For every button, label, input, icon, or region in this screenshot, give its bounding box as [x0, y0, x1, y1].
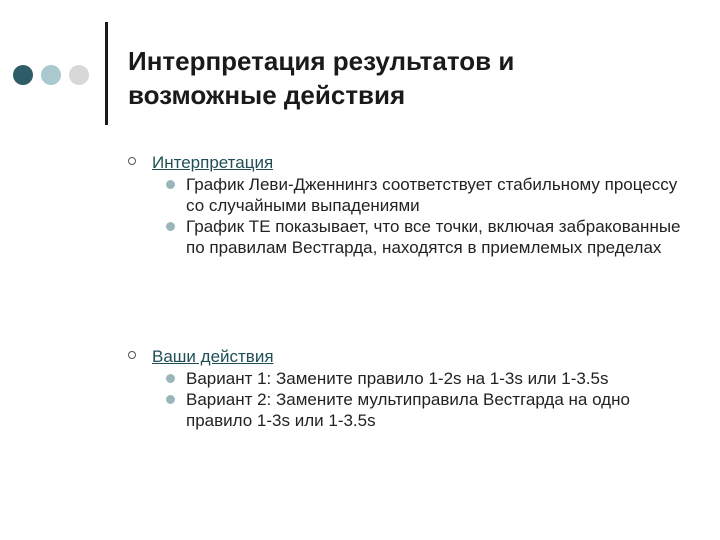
section-heading — [128, 346, 688, 368]
list-item — [128, 368, 688, 389]
bullet-list — [128, 174, 688, 258]
dot-gray — [69, 65, 89, 85]
slide-title-line-1: Интерпретация результатов и — [128, 46, 515, 76]
list-item-text: Вариант 1: Замените правило 1-2s на 1-3s или 1-3.5s — [186, 369, 609, 388]
dot-bullet-icon — [166, 222, 175, 231]
dot-bullet-icon — [166, 180, 175, 189]
list-item-text: График ТЕ показывает, что все точки, включая забракованные по правилам Вестгарда, находятся в приемлемых пределах — [186, 217, 681, 257]
section-interpretation — [128, 152, 688, 258]
slide-title-line-2: возможные действия — [128, 80, 406, 110]
section-link-actions[interactable]: Ваши действия — [152, 347, 274, 366]
title-divider — [105, 22, 108, 125]
section-actions — [128, 346, 688, 431]
dot-bullet-icon — [166, 374, 175, 383]
section-heading — [128, 152, 688, 174]
decorative-dots — [13, 65, 93, 85]
dot-bullet-icon — [166, 395, 175, 404]
ring-bullet-icon — [128, 351, 136, 359]
bullet-list — [128, 368, 688, 431]
list-item — [128, 216, 688, 258]
ring-bullet-icon — [128, 157, 136, 165]
dot-light-blue — [41, 65, 61, 85]
list-item-text: График Леви-Дженнингз соответствует стабильному процессу со случайными выпадениями — [186, 175, 678, 215]
list-item-text: Вариант 2: Замените мультиправила Вестгарда на одно правило 1-3s или 1-3.5s — [186, 390, 630, 430]
slide-title — [128, 44, 688, 112]
section-link-interpretation[interactable]: Интерпретация — [152, 153, 274, 172]
dot-dark — [13, 65, 33, 85]
list-item — [128, 389, 688, 431]
list-item — [128, 174, 688, 216]
